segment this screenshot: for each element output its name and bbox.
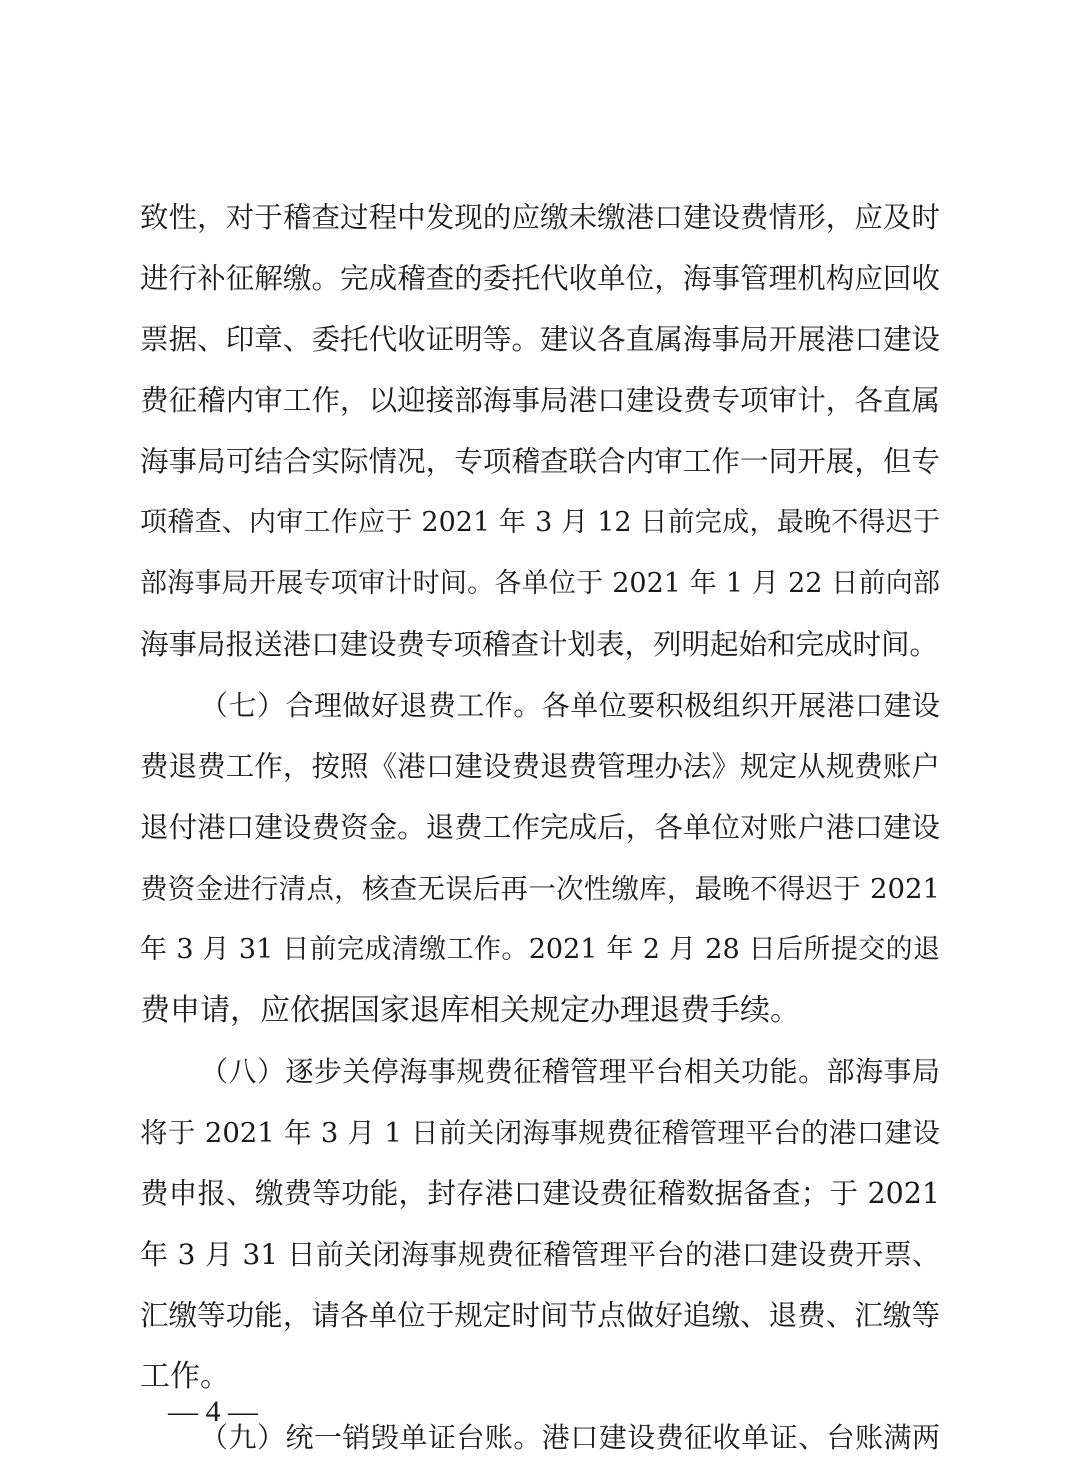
text-line: 年 3 月 31 日前完成清缴工作。2021 年 2 月 28 日后所提交的退 (140, 934, 940, 965)
text-line: 进行补征解缴。完成稽查的委托代收单位，海事管理机构应回收 (140, 262, 940, 295)
paragraph-heading-8: （八）逐步关停海事规费征稽管理平台相关功能。部海事局 (200, 1055, 940, 1088)
text-line: 费申请，应依据国家退库相关规定办理退费手续。 (140, 993, 800, 1028)
text-line: 海事局可结合实际情况，专项稽查联合内审工作一同开展，但专 (140, 445, 940, 478)
text-line: 将于 2021 年 3 月 1 日前关闭海事规费征稽管理平台的港口建设 (140, 1117, 940, 1149)
text-line: 费申报、缴费等功能，封存港口建设费征稽数据备查；于 2021 (140, 1177, 940, 1210)
paragraph-heading-9: （九）统一销毁单证台账。港口建设费征收单证、台账满两 (200, 1421, 940, 1454)
paragraph-heading-7: （七）合理做好退费工作。各单位要积极组织开展港口建设 (200, 689, 940, 722)
text-line: 致性，对于稽查过程中发现的应缴未缴港口建设费情形，应及时 (140, 201, 940, 234)
text-line: 费资金进行清点，核查无误后再一次性缴库，最晚不得迟于 2021 (140, 873, 940, 905)
text-line: 费征稽内审工作，以迎接部海事局港口建设费专项审计，各直属 (140, 384, 940, 417)
text-line: 票据、印章、委托代收证明等。建议各直属海事局开展港口建设 (140, 323, 940, 356)
text-line: 项稽查、内审工作应于 2021 年 3 月 12 日前完成，最晚不得迟于 (140, 507, 940, 538)
text-line: 部海事局开展专项审计时间。各单位于 2021 年 1 月 22 日前向部 (140, 568, 940, 599)
text-line: 工作。 (140, 1359, 230, 1394)
text-line: 汇缴等功能，请各单位于规定时间节点做好追缴、退费、汇缴等 (140, 1299, 940, 1332)
text-line: 费退费工作，按照《港口建设费退费管理办法》规定从规费账户 (140, 750, 940, 783)
page-number: — 4 — (168, 1395, 258, 1428)
text-line: 海事局报送港口建设费专项稽查计划表，列明起始和完成时间。 (140, 628, 939, 661)
text-line: 退付港口建设费资金。退费工作完成后，各单位对账户港口建设 (140, 811, 940, 844)
text-line: 年 3 月 31 日前关闭海事规费征稽管理平台的港口建设费开票、 (140, 1238, 940, 1271)
